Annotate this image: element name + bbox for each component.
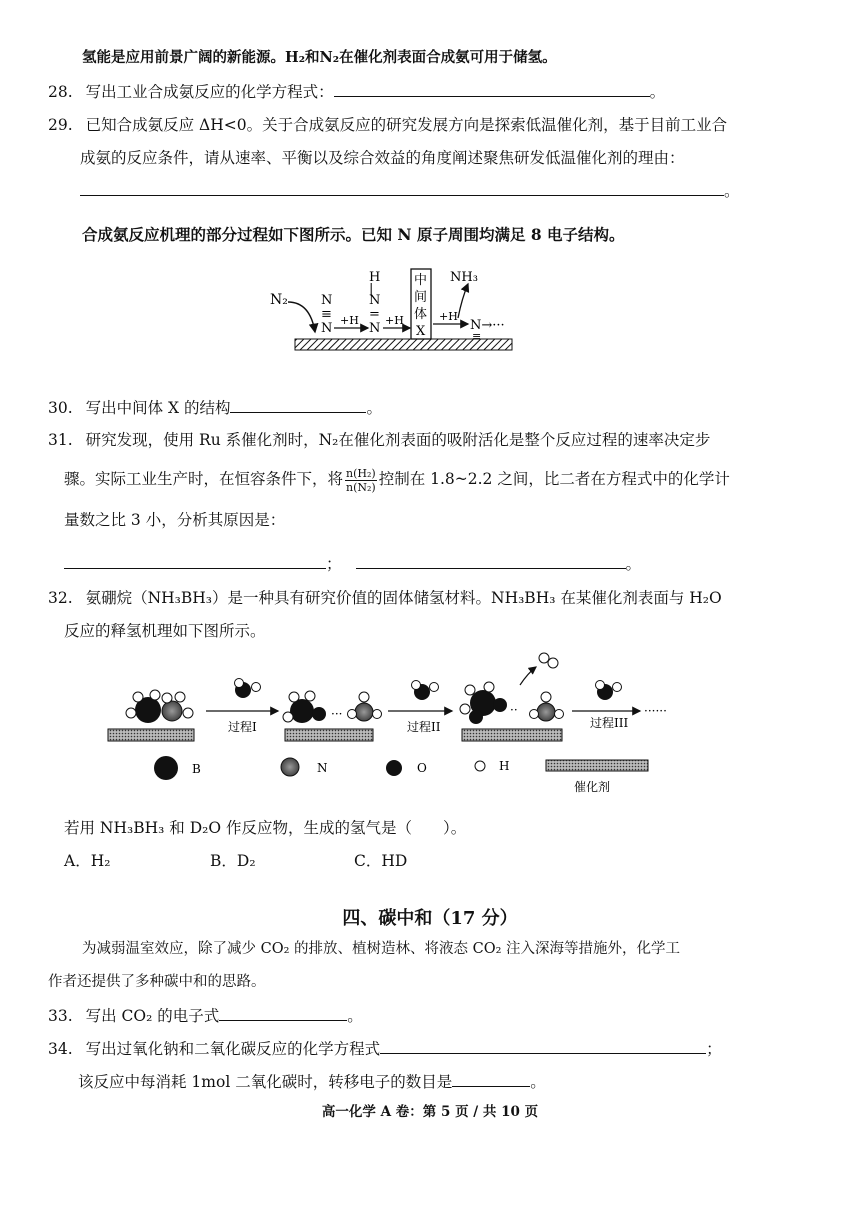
question-31-line3: 量数之比 3 小，分析其原因是： bbox=[64, 511, 286, 529]
process-3-label: 过程III bbox=[590, 716, 629, 730]
section-intro-line2: 作者还提供了多种碳中和的思路。 bbox=[48, 974, 266, 990]
intermediate-char: 间 bbox=[414, 290, 428, 305]
hydrogen-atom bbox=[613, 683, 622, 692]
stage-1-molecule bbox=[108, 690, 194, 741]
svg-text:··: ·· bbox=[510, 703, 518, 717]
question-32-line1: 32. 氨硼烷（NH₃BH₃）是一种具有研究价值的固体储氢材料。NH₃BH₃ 在某催化剂表面与 H₂O bbox=[48, 589, 722, 607]
desorption-arrow bbox=[458, 284, 468, 318]
legend-hydrogen-label: H bbox=[499, 759, 510, 773]
question-29-line2: 成氨的反应条件，请从速率、平衡以及综合效益的角度阐述聚焦研发低温催化剂的理由： bbox=[80, 149, 685, 167]
legend-catalyst-swatch bbox=[546, 760, 648, 771]
answer-option-a[interactable]: A．H₂ bbox=[64, 852, 111, 870]
legend-nitrogen-swatch bbox=[281, 758, 299, 776]
hydrogen-atom bbox=[548, 658, 558, 668]
hydrogen-atom bbox=[430, 683, 439, 692]
question-text: 写出工业合成氨反应的化学方程式： bbox=[85, 83, 334, 101]
hydrogen-atom bbox=[283, 712, 293, 722]
nh3-label: NH₃ bbox=[450, 270, 478, 285]
hydrogen-atom bbox=[126, 708, 136, 718]
hydrogen-atom bbox=[162, 693, 172, 703]
legend-hydrogen-swatch bbox=[475, 761, 485, 771]
question-30: 30. 写出中间体 X 的结构 。 bbox=[48, 399, 382, 417]
single-bond-label: | bbox=[369, 282, 374, 297]
section-intro-line1: 为减弱温室效应，除了减少 CO₂ 的排放、植树造林、将液态 CO₂ 注入深海等措施外，化学工 bbox=[82, 941, 681, 957]
stage-3-molecule bbox=[460, 653, 564, 741]
ammonia-borane-mechanism-diagram bbox=[100, 645, 700, 795]
catalyst-slab bbox=[285, 729, 373, 741]
legend-boron-swatch bbox=[154, 756, 178, 780]
atom-n-label: N bbox=[321, 321, 333, 336]
question-29-blank-line: 。 bbox=[80, 180, 740, 201]
legend-boron-label: B bbox=[192, 762, 201, 776]
hydrogen-atom bbox=[305, 691, 315, 701]
hydrogen-atom bbox=[541, 692, 551, 702]
question-34-line1: 34. 写出过氧化钠和二氧化碳反应的化学方程式 ； bbox=[48, 1040, 722, 1058]
section-heading: 四、碳中和（17 分） bbox=[342, 908, 518, 929]
legend-catalyst-label: 催化剂 bbox=[574, 780, 611, 794]
hydrogen-atom bbox=[484, 682, 494, 692]
water-molecule bbox=[235, 679, 261, 699]
adsorption-arrow bbox=[288, 302, 315, 332]
hydrogen-atom bbox=[183, 708, 193, 718]
intermediate-char: 体 bbox=[414, 307, 428, 322]
oxygen-atom bbox=[493, 698, 507, 712]
intro-text: 氢能是应用前景广阔的新能源。H₂和N₂在催化剂表面合成氨可用于储氢。 bbox=[82, 49, 557, 66]
answer-option-c[interactable]: C．HD bbox=[354, 852, 408, 870]
hydrogen-atom bbox=[460, 704, 470, 714]
answer-blank[interactable] bbox=[452, 1071, 530, 1087]
question-number: 30. bbox=[48, 399, 73, 417]
answer-blank-1[interactable] bbox=[64, 553, 326, 569]
stage-2-molecule bbox=[283, 691, 382, 741]
n2-label: N₂ bbox=[270, 292, 288, 308]
question-31-line2: 骤。实际工业生产时，在恒容条件下，将 $\frac{\text{n(H₂)}}{\text{n(N₂)}}$ 控制在 1.8~2.2 之间，比二者在方程式中的化学计 bbox=[64, 466, 730, 494]
intermediate-char: 中 bbox=[414, 273, 428, 288]
nitrogen-atom bbox=[162, 701, 182, 721]
question-number: 31. bbox=[48, 431, 73, 449]
hydrogen-atom bbox=[348, 710, 357, 719]
legend-oxygen-label: O bbox=[417, 761, 427, 775]
double-bond-label: = bbox=[369, 307, 380, 322]
hydrogen-atom bbox=[175, 692, 185, 702]
hydrogen-atom bbox=[150, 690, 160, 700]
question-28: 28. 写出工业合成氨反应的化学方程式： 。 bbox=[48, 83, 666, 101]
triple-bond-label: ≡ bbox=[321, 307, 332, 322]
catalyst-slab bbox=[462, 729, 562, 741]
svg-text:······: ······ bbox=[644, 704, 667, 718]
legend-oxygen-swatch bbox=[386, 760, 402, 776]
question-34-line2: 该反应中每消耗 1mol 二氧化碳时，转移电子的数目是 。 bbox=[78, 1073, 546, 1091]
atom-h-label: H bbox=[369, 270, 381, 285]
hydrogen-atom bbox=[539, 653, 549, 663]
water-molecule bbox=[412, 681, 439, 701]
question-33: 33. 写出 CO₂ 的电子式 。 bbox=[48, 1007, 363, 1025]
h2-release-arrow bbox=[520, 667, 536, 685]
question-number: 33. bbox=[48, 1007, 73, 1025]
question-32-subquestion: 若用 NH₃BH₃ 和 D₂O 作反应物，生成的氢气是（ ）。 bbox=[64, 819, 467, 837]
boron-atom bbox=[290, 699, 314, 723]
question-29-line1: 29. 已知合成氨反应 ΔH<0。关于合成氨反应的研究发展方向是探索低温催化剂，基于目前工业合 bbox=[48, 116, 728, 134]
intermediate-char: X bbox=[416, 324, 426, 339]
hydrogen-atom bbox=[596, 681, 605, 690]
answer-blank[interactable] bbox=[80, 180, 724, 196]
hydrogen-atom bbox=[530, 710, 539, 719]
hydrogen-atom bbox=[133, 692, 143, 702]
answer-option-b[interactable]: B．D₂ bbox=[210, 852, 256, 870]
legend bbox=[154, 756, 648, 794]
process-1-label: 过程I bbox=[228, 720, 257, 734]
h-addition-label: +H bbox=[340, 314, 359, 327]
question-number: 34. bbox=[48, 1040, 73, 1058]
question-number: 29. bbox=[48, 116, 73, 134]
hydrogen-atom bbox=[465, 685, 475, 695]
h-addition-label: +H bbox=[385, 314, 404, 327]
question-31-blank-line: ； 。 bbox=[64, 553, 641, 574]
atom-n-label: N bbox=[369, 293, 381, 308]
legend-nitrogen-label: N bbox=[317, 761, 328, 775]
atom-n-label: N bbox=[369, 321, 381, 336]
answer-blank[interactable] bbox=[219, 1005, 347, 1021]
ratio-fraction: $\frac{\text{n(H₂)}}{\text{n(N₂)}}$ bbox=[346, 466, 376, 494]
trailing-n-label: N→··· bbox=[470, 318, 505, 333]
question-31-line1: 31. 研究发现，使用 Ru 系催化剂时，N₂在催化剂表面的吸附活化是整个反应过程的速率决定步 bbox=[48, 431, 711, 449]
answer-blank[interactable] bbox=[334, 81, 650, 97]
page-footer: 高一化学 A 卷：第 5 页 / 共 10 页 bbox=[321, 1104, 539, 1120]
ammonia-mechanism-diagram bbox=[260, 262, 520, 356]
hydrogen-atom bbox=[555, 710, 564, 719]
oxygen-atom bbox=[469, 710, 483, 724]
mechanism-intro: 合成氨反应机理的部分过程如下图所示。已知 N 原子周围均满足 8 电子结构。 bbox=[82, 225, 625, 244]
svg-text:···: ··· bbox=[331, 707, 343, 721]
answer-blank[interactable] bbox=[380, 1038, 706, 1054]
triple-bond-label: ≡ bbox=[472, 330, 482, 343]
h-addition-label: +H bbox=[439, 310, 458, 323]
water-molecule bbox=[596, 681, 622, 701]
question-number: 28. bbox=[48, 83, 73, 101]
question-32-line2: 反应的释氢机理如下图所示。 bbox=[64, 622, 266, 640]
hydrogen-atom bbox=[252, 683, 261, 692]
process-2-label: 过程II bbox=[407, 720, 441, 734]
atom-n-label: N bbox=[321, 293, 333, 308]
hydrogen-atom bbox=[373, 710, 382, 719]
nitrogen-atom bbox=[355, 703, 373, 721]
nitrogen-atom bbox=[537, 703, 555, 721]
question-number: 32. bbox=[48, 589, 73, 607]
hydrogen-atom bbox=[412, 681, 421, 690]
hydrogen-atom bbox=[235, 679, 244, 688]
answer-blank-2[interactable] bbox=[356, 553, 626, 569]
oxygen-atom bbox=[312, 707, 326, 721]
catalyst-slab bbox=[108, 729, 194, 741]
hydrogen-atom bbox=[289, 692, 299, 702]
answer-blank[interactable] bbox=[230, 397, 366, 413]
hydrogen-atom bbox=[359, 692, 369, 702]
